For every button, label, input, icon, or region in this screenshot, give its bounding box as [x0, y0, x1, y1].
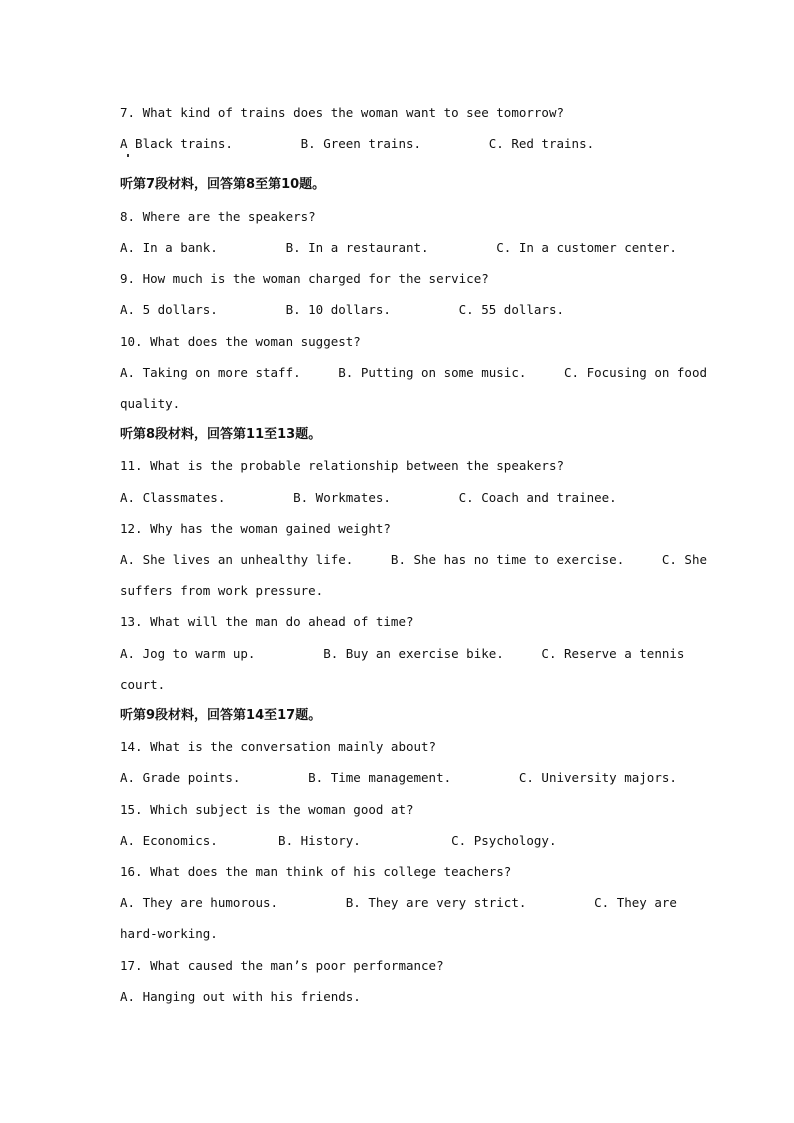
question-13: 13. What will the man do ahead of time?: [120, 614, 414, 629]
options-13: A. Jog to warm up. B. Buy an exercise bike. C. Reserve a tennis: [120, 646, 685, 661]
question-16: 16. What does the man think of his college teachers?: [120, 864, 512, 879]
section-heading-7: 听第7段材料，回答第8至第10题。: [120, 177, 326, 192]
question-7: 7. What kind of trains does the woman want to see tomorrow?: [120, 105, 565, 120]
question-10: 10. What does the woman suggest?: [120, 334, 361, 349]
options-17: A. Hanging out with his friends.: [120, 989, 361, 1004]
options-13-cont: court.: [120, 677, 166, 692]
section-heading-8: 听第8段材料，回答第11至13题。: [120, 427, 322, 442]
stray-mark: [127, 154, 129, 157]
options-16: A. They are humorous. B. They are very strict. C. They are: [120, 895, 677, 910]
question-15: 15. Which subject is the woman good at?: [120, 802, 414, 817]
options-15: A. Economics. B. History. C. Psychology.: [120, 833, 557, 848]
options-11: A. Classmates. B. Workmates. C. Coach and trainee.: [120, 490, 617, 505]
question-11: 11. What is the probable relationship between the speakers?: [120, 458, 565, 473]
question-8: 8. Where are the speakers?: [120, 209, 316, 224]
options-10-cont: quality.: [120, 396, 181, 411]
options-12: A. She lives an unhealthy life. B. She has no time to exercise. C. She: [120, 552, 707, 567]
options-14: A. Grade points. B. Time management. C. University majors.: [120, 770, 677, 785]
options-10: A. Taking on more staff. B. Putting on some music. C. Focusing on food: [120, 365, 707, 380]
options-8: A. In a bank. B. In a restaurant. C. In a customer center.: [120, 240, 677, 255]
options-7: A Black trains. B. Green trains. C. Red trains.: [120, 136, 595, 151]
question-14: 14. What is the conversation mainly about?: [120, 739, 437, 754]
question-9: 9. How much is the woman charged for the service?: [120, 271, 489, 286]
options-16-cont: hard-working.: [120, 926, 218, 941]
question-12: 12. Why has the woman gained weight?: [120, 521, 391, 536]
question-17: 17. What caused the man’s poor performance?: [120, 958, 444, 973]
options-9: A. 5 dollars. B. 10 dollars. C. 55 dollars.: [120, 302, 565, 317]
section-heading-9: 听第9段材料，回答第14至17题。: [120, 708, 322, 723]
options-12-cont: suffers from work pressure.: [120, 583, 324, 598]
